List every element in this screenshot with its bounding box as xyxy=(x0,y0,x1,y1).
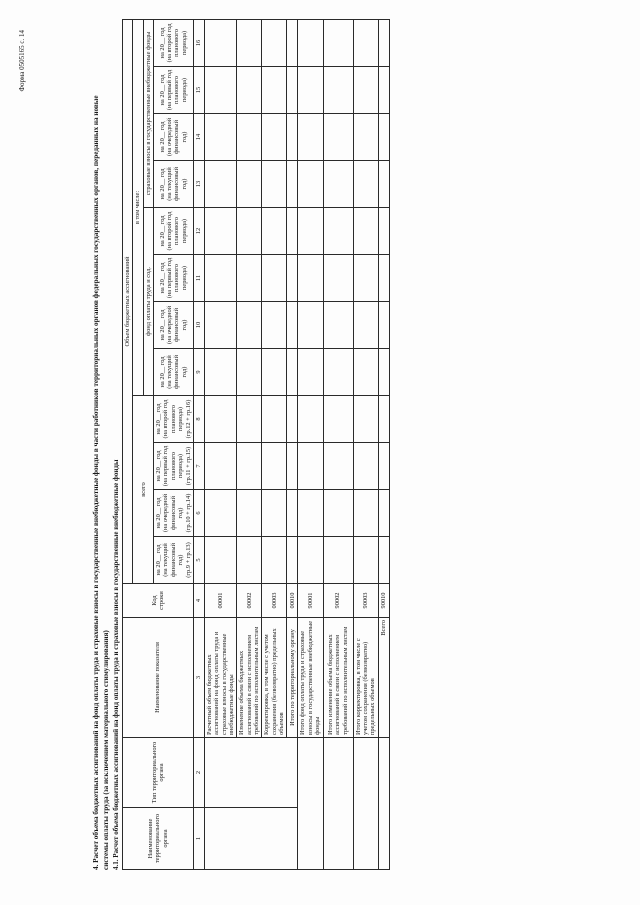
value-cell[interactable] xyxy=(287,19,298,66)
header-period-text: (на второй год xyxy=(166,211,174,251)
value-cell[interactable] xyxy=(204,161,236,208)
value-cell[interactable] xyxy=(237,255,262,302)
value-cell[interactable] xyxy=(323,396,353,443)
header-period-text: на 20__ год xyxy=(155,403,163,435)
header-period-text: планового периода) xyxy=(169,405,185,433)
value-cell[interactable] xyxy=(378,208,389,255)
value-cell[interactable] xyxy=(298,114,323,161)
value-cell[interactable] xyxy=(237,443,262,490)
territorial-body-name-cell[interactable] xyxy=(204,808,298,870)
value-cell[interactable] xyxy=(323,208,353,255)
header-territorial-body-type: Тип территориального органа xyxy=(123,738,194,808)
value-cell[interactable] xyxy=(204,208,236,255)
header-period-col-12 xyxy=(154,208,194,255)
header-period-col-14 xyxy=(154,114,194,161)
indicator-label: Итого по территориальному органу xyxy=(287,618,298,738)
header-period-col-13 xyxy=(154,161,194,208)
column-number: 12 xyxy=(193,208,204,255)
header-period-text: на 20__ год xyxy=(158,309,166,341)
value-cell[interactable] xyxy=(237,19,262,66)
value-cell[interactable] xyxy=(262,537,287,584)
column-number: 2 xyxy=(193,738,204,808)
value-cell[interactable] xyxy=(204,490,236,537)
value-cell[interactable] xyxy=(262,396,287,443)
header-period-text: (гр.12 + гр.16) xyxy=(184,399,192,439)
blank-cell xyxy=(323,738,353,870)
header-row-code: Код строки xyxy=(123,584,194,618)
column-number: 16 xyxy=(193,19,204,66)
indicator-label: Корректировка, в том числе с учетом сохранения (безвозвратно) предельных объемов xyxy=(262,618,287,738)
value-cell[interactable] xyxy=(298,490,323,537)
header-period-text: финансовый год) xyxy=(169,496,185,531)
value-cell[interactable] xyxy=(237,349,262,396)
row-code: 00010 xyxy=(287,584,298,618)
header-period-text: финансовый год) xyxy=(173,308,188,343)
header-period-text: планового периода) xyxy=(169,452,185,480)
value-cell[interactable] xyxy=(323,443,353,490)
value-cell[interactable] xyxy=(237,396,262,443)
territorial-body-type-cell[interactable] xyxy=(204,738,298,808)
value-cell[interactable] xyxy=(237,302,262,349)
indicator-label: Всего xyxy=(378,618,389,738)
header-period-col-6 xyxy=(154,490,194,537)
value-cell[interactable] xyxy=(262,67,287,114)
header-period-text: (гр.10 + гр.14) xyxy=(184,493,192,533)
header-period-text: планового периода) xyxy=(173,264,188,292)
header-period-text: на 20__ год xyxy=(155,544,163,576)
value-cell[interactable] xyxy=(237,114,262,161)
value-cell[interactable] xyxy=(262,490,287,537)
value-cell[interactable] xyxy=(378,302,389,349)
value-cell[interactable] xyxy=(323,19,353,66)
value-cell[interactable] xyxy=(378,114,389,161)
indicator-label: Итого изменение объема бюджетных ассигнований в связи с исполнением требований по исполнительным листам xyxy=(323,618,353,738)
header-total: всего xyxy=(133,396,154,584)
value-cell[interactable] xyxy=(204,19,236,66)
header-including: в том числе: xyxy=(133,19,143,395)
value-cell[interactable] xyxy=(378,490,389,537)
section-title-continued: системы оплаты труда (за исключением материального стимулирования) xyxy=(102,630,110,870)
table-row xyxy=(204,19,236,869)
table-row xyxy=(353,19,378,869)
value-cell[interactable] xyxy=(353,443,378,490)
value-cell[interactable] xyxy=(298,443,323,490)
column-number: 9 xyxy=(193,349,204,396)
value-cell[interactable] xyxy=(323,67,353,114)
row-code: 00001 xyxy=(204,584,236,618)
table-row xyxy=(298,19,323,869)
value-cell[interactable] xyxy=(262,19,287,66)
header-period-text: (гр.11 + гр.15) xyxy=(184,446,192,486)
row-code: 00002 xyxy=(237,584,262,618)
value-cell[interactable] xyxy=(204,396,236,443)
value-cell[interactable] xyxy=(237,490,262,537)
header-period-col-10 xyxy=(154,302,194,349)
column-number: 10 xyxy=(193,302,204,349)
table-row xyxy=(378,19,389,869)
indicator-label: Итого фонд оплаты труда и страховые взносы в государственные внебюджетные фонды xyxy=(298,618,323,738)
value-cell[interactable] xyxy=(204,349,236,396)
header-period-text: на 20__ год xyxy=(158,27,166,59)
value-cell[interactable] xyxy=(262,302,287,349)
value-cell[interactable] xyxy=(287,396,298,443)
value-cell[interactable] xyxy=(378,349,389,396)
value-cell[interactable] xyxy=(287,208,298,255)
value-cell[interactable] xyxy=(204,537,236,584)
budget-table xyxy=(122,19,390,870)
value-cell[interactable] xyxy=(353,208,378,255)
column-number: 11 xyxy=(193,255,204,302)
value-cell[interactable] xyxy=(353,161,378,208)
row-code: 90001 xyxy=(298,584,323,618)
value-cell[interactable] xyxy=(287,67,298,114)
value-cell[interactable] xyxy=(298,208,323,255)
value-cell[interactable] xyxy=(287,537,298,584)
value-cell[interactable] xyxy=(287,255,298,302)
column-number: 15 xyxy=(193,67,204,114)
header-period-text: (на первый год xyxy=(162,445,170,487)
header-period-text: на 20__ год xyxy=(158,215,166,247)
row-code: 90010 xyxy=(378,584,389,618)
header-period-col-16 xyxy=(154,19,194,66)
value-cell[interactable] xyxy=(353,19,378,66)
column-number: 5 xyxy=(193,537,204,584)
header-period-text: финансовый год) xyxy=(173,167,188,202)
value-cell[interactable] xyxy=(237,161,262,208)
value-cell[interactable] xyxy=(262,255,287,302)
value-cell[interactable] xyxy=(237,208,262,255)
header-period-text: на 20__ год xyxy=(158,262,166,294)
value-cell[interactable] xyxy=(287,443,298,490)
header-indicator-name: Наименование показателя xyxy=(123,618,194,738)
section-title: 4. Расчет объема бюджетных ассигнований на фонд оплаты труда и страховые взносы в государственные внебюджетные фонды в части работников территориальных органов федеральных государственных органов, переданных на новые xyxy=(92,95,100,870)
header-period-text: планового периода) xyxy=(173,29,188,57)
column-number: 3 xyxy=(193,618,204,738)
value-cell[interactable] xyxy=(323,537,353,584)
header-period-text: на 20__ год xyxy=(158,121,166,153)
row-code: 90003 xyxy=(353,584,378,618)
blank-cell xyxy=(353,738,378,870)
row-code: 00003 xyxy=(262,584,287,618)
column-number: 13 xyxy=(193,161,204,208)
header-period-text: на 20__ год xyxy=(158,168,166,200)
column-number: 1 xyxy=(193,808,204,870)
header-period-text: на 20__ год xyxy=(155,450,163,482)
header-payroll-fund: фонд оплаты труда и сод. xyxy=(143,208,153,396)
value-cell[interactable] xyxy=(262,208,287,255)
header-period-text: (на текущий xyxy=(166,167,174,201)
header-period-text: планового периода) xyxy=(173,76,188,104)
value-cell[interactable] xyxy=(378,443,389,490)
value-cell[interactable] xyxy=(298,255,323,302)
header-period-text: на 20__ год xyxy=(155,497,163,529)
value-cell[interactable] xyxy=(353,396,378,443)
value-cell[interactable] xyxy=(287,490,298,537)
value-cell[interactable] xyxy=(287,161,298,208)
value-cell[interactable] xyxy=(204,114,236,161)
indicator-label: Изменение объема бюджетных ассигнований в связи с исполнением требований по исполнительным листам xyxy=(237,618,262,738)
value-cell[interactable] xyxy=(353,67,378,114)
header-period-text: (на очередной xyxy=(166,305,174,345)
value-cell[interactable] xyxy=(323,255,353,302)
column-number: 8 xyxy=(193,396,204,443)
value-cell[interactable] xyxy=(353,490,378,537)
header-period-text: (на первый год xyxy=(166,69,174,111)
value-cell[interactable] xyxy=(262,114,287,161)
header-period-col-5 xyxy=(154,537,194,584)
header-period-text: финансовый год) xyxy=(173,120,188,155)
value-cell[interactable] xyxy=(204,302,236,349)
indicator-label: Расчетный объем бюджетных ассигнований на фонд оплаты труда и страховые взносы в государственные внебюджетные фонды xyxy=(204,618,236,738)
value-cell[interactable] xyxy=(298,302,323,349)
header-period-text: (на второй год xyxy=(162,399,170,439)
blank-cell xyxy=(378,738,389,870)
header-period-text: (на второй год xyxy=(166,23,174,63)
header-period-col-9 xyxy=(154,349,194,396)
row-code: 90002 xyxy=(323,584,353,618)
header-period-text: (на очередной xyxy=(166,117,174,157)
header-period-text: (гр.9 + гр.13) xyxy=(184,542,192,578)
value-cell[interactable] xyxy=(204,443,236,490)
header-budget-volume: Объем бюджетных ассигнований xyxy=(123,19,133,583)
value-cell[interactable] xyxy=(378,255,389,302)
column-number: 4 xyxy=(193,584,204,618)
value-cell[interactable] xyxy=(237,67,262,114)
value-cell[interactable] xyxy=(204,255,236,302)
value-cell[interactable] xyxy=(237,537,262,584)
rotated-form-sheet xyxy=(14,20,624,880)
header-period-text: (на первый год xyxy=(166,257,174,299)
value-cell[interactable] xyxy=(262,443,287,490)
header-period-text: (на текущий xyxy=(162,543,170,577)
header-period-text: (на очередной xyxy=(162,493,170,533)
header-period-text: финансовый год) xyxy=(169,543,185,578)
value-cell[interactable] xyxy=(298,67,323,114)
column-number: 14 xyxy=(193,114,204,161)
value-cell[interactable] xyxy=(323,302,353,349)
column-number: 7 xyxy=(193,443,204,490)
header-period-text: на 20__ год xyxy=(158,74,166,106)
indicator-label: Итого корректировка, в том числе с учетом сохранения (безвозвратно) предельных объемов xyxy=(353,618,378,738)
value-cell[interactable] xyxy=(353,349,378,396)
value-cell[interactable] xyxy=(323,161,353,208)
value-cell[interactable] xyxy=(298,537,323,584)
column-number: 6 xyxy=(193,490,204,537)
value-cell[interactable] xyxy=(323,114,353,161)
value-cell[interactable] xyxy=(323,490,353,537)
value-cell[interactable] xyxy=(298,161,323,208)
value-cell[interactable] xyxy=(287,349,298,396)
header-period-text: планового периода) xyxy=(173,217,188,245)
value-cell[interactable] xyxy=(378,161,389,208)
value-cell[interactable] xyxy=(298,19,323,66)
header-insurance-contributions: страховые взносы в государственные внебюджетные фонды xyxy=(143,19,153,207)
header-period-col-15 xyxy=(154,67,194,114)
header-period-text: на 20__ год xyxy=(158,356,166,388)
header-period-text: (на текущий xyxy=(166,355,174,389)
value-cell[interactable] xyxy=(353,537,378,584)
value-cell[interactable] xyxy=(262,161,287,208)
blank-cell xyxy=(298,738,323,870)
value-cell[interactable] xyxy=(353,255,378,302)
value-cell[interactable] xyxy=(378,67,389,114)
value-cell[interactable] xyxy=(298,349,323,396)
value-cell[interactable] xyxy=(287,302,298,349)
value-cell[interactable] xyxy=(298,396,323,443)
value-cell[interactable] xyxy=(323,349,353,396)
form-reference: Форма 0505165 с. 14 xyxy=(18,30,26,92)
header-territorial-body-name: Наименование территориального органа xyxy=(123,808,194,870)
value-cell[interactable] xyxy=(353,114,378,161)
value-cell[interactable] xyxy=(204,67,236,114)
value-cell[interactable] xyxy=(378,537,389,584)
header-period-text: финансовый год) xyxy=(173,355,188,390)
header-period-col-8 xyxy=(154,396,194,443)
table-row xyxy=(323,19,353,869)
value-cell[interactable] xyxy=(378,396,389,443)
header-period-col-7 xyxy=(154,443,194,490)
value-cell[interactable] xyxy=(378,19,389,66)
subsection-title: 4.1. Расчет объема бюджетных ассигнований на фонд оплаты труда и страховые взносы в государственные внебюджетные фонды xyxy=(112,459,120,870)
header-period-col-11 xyxy=(154,255,194,302)
value-cell[interactable] xyxy=(353,302,378,349)
value-cell[interactable] xyxy=(287,114,298,161)
value-cell[interactable] xyxy=(262,349,287,396)
